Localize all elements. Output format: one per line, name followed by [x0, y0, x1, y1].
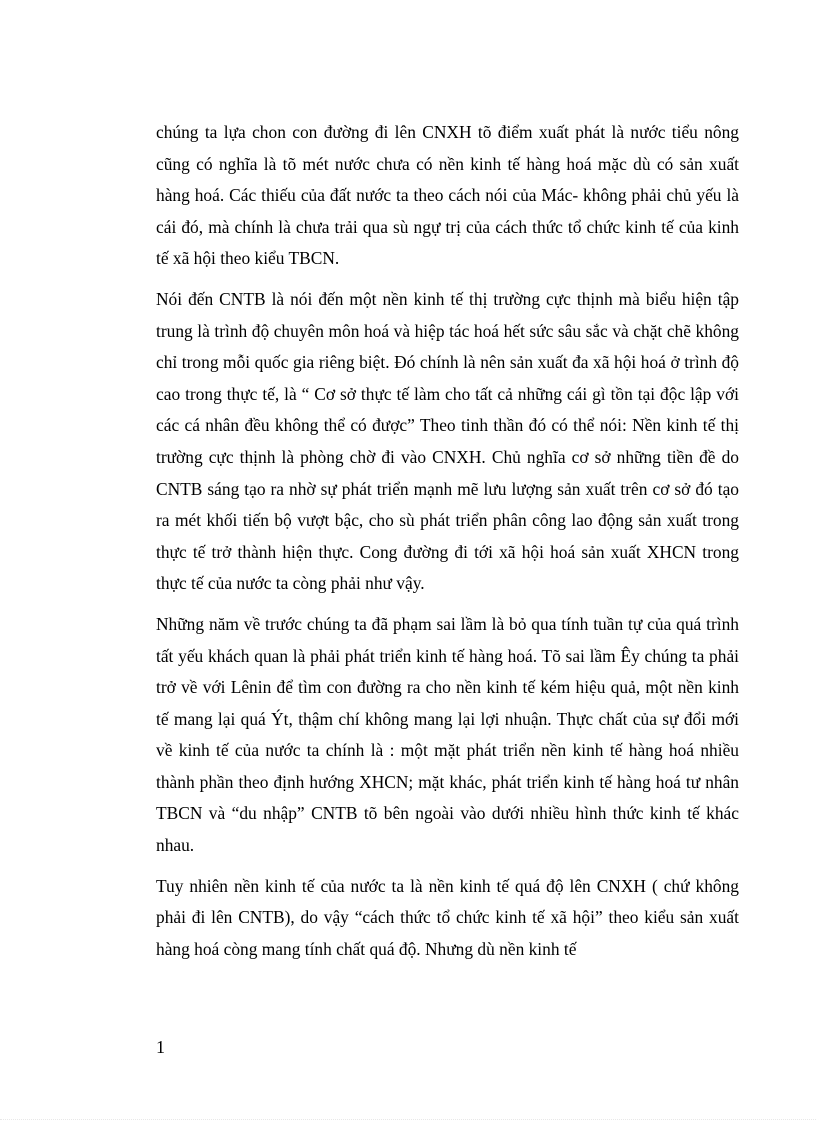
body-text — [156, 117, 739, 974]
paragraph-2: Nói đến CNTB là nói đến một nền kinh tế thị trường cực thịnh mà biểu hiện tập trung là trình độ chuyên môn hoá và hiệp tác hoá hết sức sâu sắc và chặt chẽ không chỉ trong mỗi quốc gia riêng biệt. Đó chính là nên sản xuất đa xã hội hoá ở trình độ cao trong thực tế, là “ Cơ sở thực tế làm cho tất cả những cái gì tồn tại độc lập với các cá nhân đều không thể có được” Theo tinh thần đó có thể nói: Nền kinh tế thị trường cực thịnh là phòng chờ đi vào CNXH. Chủ nghĩa cơ sở những tiền đề do CNTB sáng tạo ra nhờ sự phát triển mạnh mẽ lưu lượng sản xuất trên cơ sở đó tạo ra mét khối tiến bộ vượt bậc, cho sù phát triển phân công lao động sản xuất trong thực tế trở thành hiện thực. Cong đường đi tới xã hội hoá sản xuất XHCN trong thực tế của nước ta còng phải như vậy. — [156, 288, 739, 594]
paragraph-3: Những năm về trước chúng ta đã phạm sai lầm là bỏ qua tính tuần tự của quá trình tất yếu khách quan là phải phát triển kinh tế hàng hoá. Tõ sai lầm Êy chúng ta phải trở về với Lênin để tìm con đường ra cho nền kinh tế kém hiệu quả, một nền kinh tế mang lại quá Ýt, thậm chí không mang lại lợi nhuận. Thực chất của sự đổi mới về kinh tế của nước ta chính là : một mặt phát triển nền kinh tế hàng hoá nhiều thành phần theo định hướng XHCN; mặt khác, phát triển kinh tế hàng hoá tư nhân TBCN và “du nhập” CNTB tõ bên ngoài vào dưới nhiều hình thức kinh tế khác nhau. — [156, 613, 739, 856]
paragraph-1: chúng ta lựa chon con đường đi lên CNXH tõ điểm xuất phát là nước tiểu nông cũng có nghĩa là tõ mét nước chưa có nền kinh tế hàng hoá mặc dù có sản xuất hàng hoá. Các thiếu của đất nước ta theo cách nói của Mác- không phải chủ yếu là cái đó, mà chính là chưa trải qua sù ngự trị của cách thức tổ chức kinh tế của kinh tế xã hội theo kiểu TBCN. — [156, 122, 739, 269]
paragraph-4: Tuy nhiên nền kinh tế của nước ta là nền kinh tế quá độ lên CNXH ( chứ không phải đi lên CNTB), do vậy “cách thức tổ chức kinh tế xã hội” theo kiểu sản xuất hàng hoá còng mang tính chất quá độ. Nhưng dù nền kinh tế — [156, 875, 739, 959]
page-bottom-divider — [0, 1119, 816, 1120]
page-number: 1 — [156, 1037, 165, 1057]
